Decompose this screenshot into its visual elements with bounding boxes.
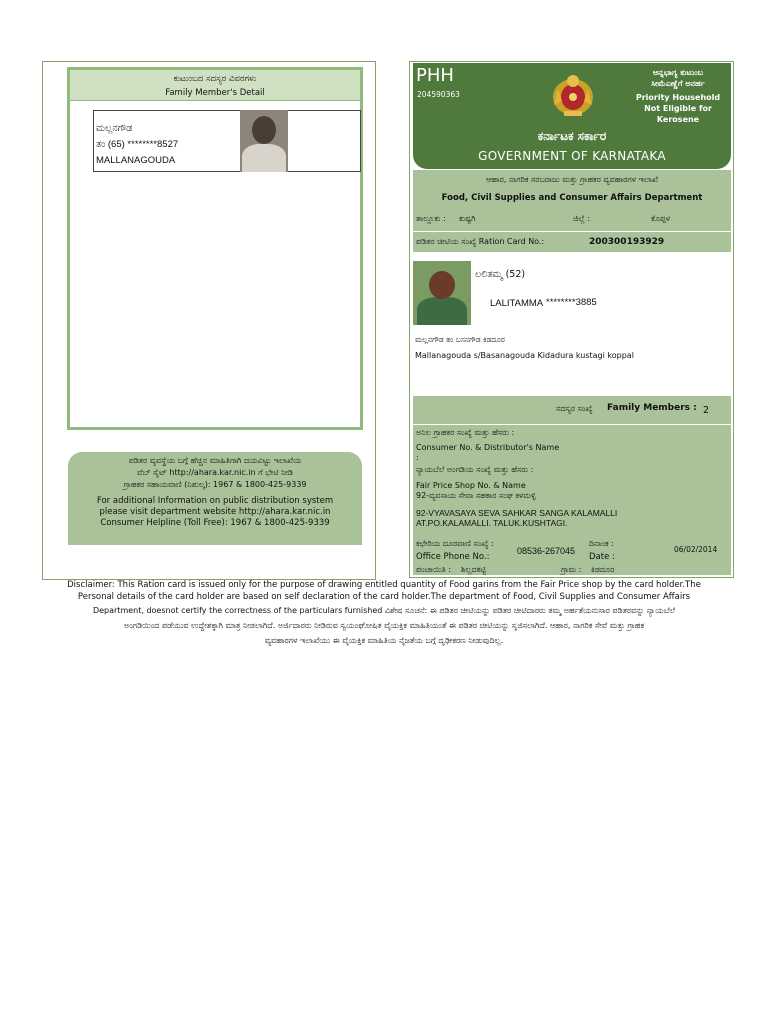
disclaimer-en-1: Disclaimer: This Ration card is issued only for the purpose of drawing entitled quantity of Food garins from the Fair Price shop by the card holder.The: [67, 580, 701, 590]
disclaimer: [38, 579, 730, 648]
pds-info-kn-2: ವೆಬ್ ಸೈಟ್ http://ahara.kar.nic.in ಗೆ ಭೇಟಿ ನೀಡಿ: [137, 468, 293, 477]
disclaimer-kn-1: ಅಂಗಡಿಯಿಂದ ಪಡೆಯುವ ಉದ್ದೇಶಕ್ಕಾಗಿ ಮಾತ್ರ ನೀಡಲಾಗಿದೆ. ಅರ್ಜಿದಾರರು ನೀಡಿರುವ ಸ್ವಯಂಘೋಷಿತ ವೈಯಕ್ತಿಕ ಮಾಹಿತಿಯಂತೆ ಈ ಪಡಿತರ ಚೀಟಿಯನ್ನು ಸೃಜಿಸಲಾಗಿದೆ. ಆಹಾರ, ನಾಗರಿಕ ಸೇವೆ ಮತ್ತು ಗ್ರಾಹಕ: [123, 621, 645, 630]
eligibility-kn-1: ಅನ್ನಭಾಗ್ಯ ಕುಟುಂಬ: [652, 68, 704, 77]
consumer-label-kn: ಅನಿಲ ಗ್ರಾಹಕರ ಸಂಖ್ಯೆ ಮತ್ತು ಹೆಸರು :: [416, 428, 515, 437]
member-relation-uid: [96, 137, 178, 153]
district-value: ಕೊಪ್ಪಳ: [651, 214, 671, 223]
consumer-row: [413, 425, 731, 463]
family-member-header-en: Family Member's Detail: [165, 88, 265, 98]
fps-value-en-2: AT.PO.KALAMALLI. TALUK.KUSHTAGI.: [416, 518, 568, 528]
hof-address-en: Mallanagouda s/Basanagouda Kidadura kustagi koppal: [415, 351, 634, 360]
fps-label-kn: ನ್ಯಾಯಬೆಲೆ ಅಂಗಡಿಯ ಸಂಖ್ಯೆ ಮತ್ತು ಹೆಸರು :: [416, 465, 534, 474]
ration-card-number: 200300193929: [589, 237, 665, 247]
member-name-kn: ಮಲ್ಲನಗೌಡ: [96, 123, 133, 134]
consumer-label-en: Consumer No. & Distributor's Name: [416, 443, 560, 452]
govt-name-en: GOVERNMENT OF KARNATAKA: [478, 149, 666, 163]
pds-info-en-1: For additional Information on public distribution system: [96, 496, 334, 506]
fps-value-en-1: 92-VYAVASAYA SEVA SAHKAR SANGA KALAMALLI: [416, 508, 618, 518]
taluk-label: ತಾಲ್ಲೂಕು :: [416, 214, 446, 223]
eligibility-block: [629, 67, 727, 125]
taluk-row: [413, 207, 731, 231]
disclaimer-en-3: Department, doesnot certify the correctness of the particulars furnished ವಿಶೇಷ ಸೂಚನೆ: ಈ ಪಡಿತರ ಚೀಟಿಯನ್ನು ಪಡಿತರ ಚೀಟಿದಾರರು ತಮ್ಮ ಅರ್ಹತೆಯನುಸಾರ ಪಡಿತರವನ್ನು ನ್ಯಾಯಬೆಲೆ: [92, 606, 676, 615]
district-label: ಜಿಲ್ಲೆ :: [573, 214, 591, 223]
pds-info-en-2: please visit department website http://ahara.kar.nic.in: [99, 507, 331, 517]
fps-label-en: Fair Price Shop No. & Name: [416, 481, 526, 490]
date-label-kn: ದಿನಾಂಕ :: [589, 539, 614, 548]
pds-info-en-3: Consumer Helpline (Toll Free): 1967 & 1800-425-9339: [100, 518, 330, 528]
eligibility-en-3: Kerosene: [656, 115, 700, 124]
member-name-en: MALLANAGOUDA: [96, 155, 176, 166]
ration-card: [409, 61, 734, 578]
karnataka-emblem-icon: [550, 71, 596, 119]
panchayat-value: ಶಿಲ್ಲದಕಟ್ಟಿ: [461, 565, 487, 574]
family-member-header: [70, 70, 360, 101]
panchayat-label: ಪಂಚಾಯಿತಿ :: [416, 565, 452, 574]
office-label-kn: ಕಛೇರಿಯ ದೂರವಾಣಿ ಸಂಖ್ಯೆ :: [416, 539, 494, 548]
office-label-en: Office Phone No.:: [416, 552, 490, 562]
department-en: Food, Civil Supplies and Consumer Affairs Department: [441, 193, 703, 203]
hof-uid: ********3885: [546, 297, 597, 308]
ration-card-row: [413, 232, 731, 252]
department-en-row: [413, 189, 731, 207]
family-members-count: 2: [703, 405, 710, 416]
pds-info-kn-1: ಪಡಿತರ ವ್ಯವಸ್ಥೆಯ ಬಗ್ಗೆ ಹೆಚ್ಚಿನ ಮಾಹಿತಿಗಾಗಿ ದಯವಿಟ್ಟು ಇಲಾಖೆಯ: [128, 456, 302, 465]
family-members-label-en: Family Members :: [607, 403, 697, 413]
member-uid: ********8527: [127, 139, 179, 150]
hof-photo: [413, 261, 471, 325]
pds-info-kn-3: ಗ್ರಾಹಕರ ಸಹಾಯವಾಣಿ (ನಿಶುಲ್ಕ): 1967 & 1800-425-9339: [123, 480, 307, 489]
eligibility-kn-2: ಸೀಮೆಎಣ್ಣೆಗೆ ಅನರ್ಹ: [651, 79, 705, 88]
eligibility-en-2: Not Eligible for: [644, 104, 712, 113]
disclaimer-en-2: Personal details of the card holder are based on self declaration of the card holder.The department of Food, Civil Supplies and Consumer Affairs: [77, 592, 691, 602]
consumer-value: :: [416, 453, 419, 462]
family-members-label-kn: ಸದಸ್ಯರ ಸಂಖ್ಯೆ: [556, 404, 593, 413]
member-photo: [240, 110, 288, 172]
eligibility-en-1: Priority Household: [635, 93, 721, 102]
fair-price-shop-row: [413, 463, 731, 541]
hof-name-en: LALITAMMA: [490, 298, 544, 309]
village-value: ಕಿಡದೂರ: [591, 565, 615, 574]
office-row: [413, 537, 731, 575]
govt-name-kn: ಕರ್ನಾಟಕ ಸರ್ಕಾರ: [537, 129, 607, 143]
member-text: [96, 121, 178, 169]
hof-name-kn-age: ಲಲಿತಮ್ಮ (52): [475, 269, 526, 280]
family-member-header-kn: ಕುಟುಂಬದ ಸದಸ್ಯರ ವಿವರಗಳು: [173, 74, 257, 84]
family-member-panel: [67, 67, 363, 430]
ration-card-label: ಪಡಿತರ ಚೀಟಿಯ ಸಂಖ್ಯೆ Ration Card No.:: [416, 237, 545, 246]
taluk-value: ಕುಷ್ಟಗಿ: [459, 214, 476, 223]
pds-info-box: [68, 452, 362, 545]
disclaimer-kn-2: ವ್ಯವಹಾರಗಳ ಇಲಾಖೆಯು ಈ ವೈಯಕ್ತಿಕ ಮಾಹಿತಿಯ ನೈಜತೆಯ ಬಗ್ಗೆ ದೃಢೀಕರಣ ನೀಡುವುದಿಲ್ಲ.: [264, 636, 504, 645]
fps-value-kn: 92-ವ್ಯವಸಾಯ ಸೇವಾ ಸಹಕಾರ ಸಂಘ ಕಳಮಳ್ಳಿ: [416, 491, 536, 500]
card-header: [413, 63, 731, 169]
village-label: ಗ್ರಾಮ :: [561, 565, 582, 574]
member-relation-age: ತಂ (65): [96, 139, 125, 150]
date-label-en: Date :: [589, 552, 615, 562]
department-kn: ಆಹಾರ, ನಾಗರಿಕ ಸರಬರಾಜು ಮತ್ತು ಗ್ರಾಹಕರ ವ್ಯವಹಾರಗಳ ಇಲಾಖೆ: [486, 175, 658, 184]
date-value: 06/02/2014: [674, 545, 718, 554]
hof-address-kn: ಮಲ್ಲನಗೌಡ ತಂ ಬಸನಗೌಡ ಕಿಡದೂರ: [415, 335, 505, 344]
card-code: 204590363: [417, 90, 460, 99]
card-type: PHH: [416, 65, 454, 86]
member-entry: [93, 110, 361, 172]
office-phone: 08536-267045: [517, 546, 576, 556]
family-members-row: [413, 396, 731, 424]
